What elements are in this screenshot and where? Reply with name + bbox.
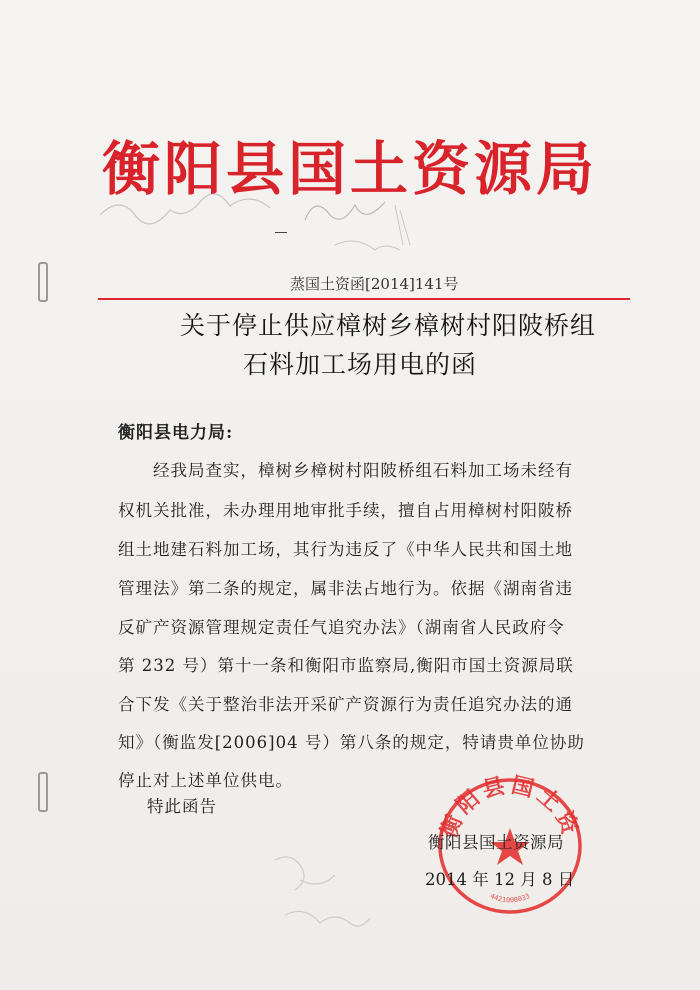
body-line: 组土地建石料加工场，其行为违反了《中华人民共和国土地 <box>118 540 573 559</box>
seal-code: 4421000033 <box>488 892 532 905</box>
recipient: 衡阳县电力局: <box>118 423 234 443</box>
body-line: 合下发《关于整治非法开采矿产资源行为责任追究办法的通 <box>118 695 573 714</box>
document-title-line-2: 石料加工场用电的函 <box>242 350 477 379</box>
body-line: 经我局查实，樟树乡樟树村阳陂桥组石料加工场未经有 <box>118 461 573 480</box>
signature-organization: 衡阳县国土资源局 <box>428 833 564 852</box>
pencil-scribble-lower <box>270 840 390 950</box>
red-divider <box>98 298 630 300</box>
body-line: 第 232 号）第十一条和衡阳市监察局,衡阳市国土资源局联 <box>118 656 574 675</box>
document-number: 蒸国土资函[2014]141号 <box>290 275 459 293</box>
small-dash <box>275 232 287 233</box>
body-line: 管理法》第二条的规定，属非法占地行为。依据《湖南省违 <box>118 579 573 598</box>
signature-date: 2014 年 12 月 8 日 <box>425 870 575 889</box>
document-title-line-1: 关于停止供应樟树乡樟树村阳陂桥组 <box>179 311 596 340</box>
staple-top <box>38 262 48 302</box>
body-line: 权机关批准，未办理用地审批手续，擅自占用樟树村阳陂桥 <box>118 501 573 520</box>
staple-bottom <box>38 772 48 812</box>
body-line: 知》（衡监发[2006]04 号）第八条的规定，特请贵单位协助 <box>118 733 585 752</box>
issuer-title: 衡阳县国土资源局 <box>101 135 598 203</box>
body-line: 停止对上述单位供电。 <box>118 771 293 790</box>
svg-text:4421000033 <box>489 892 531 904</box>
seal-text: 衡阳县国土资 <box>436 773 584 842</box>
body-line: 反矿产资源管理规定责任气追究办法》（湖南省人民政府令 <box>118 618 565 637</box>
closing-remark: 特此函告 <box>147 797 217 816</box>
